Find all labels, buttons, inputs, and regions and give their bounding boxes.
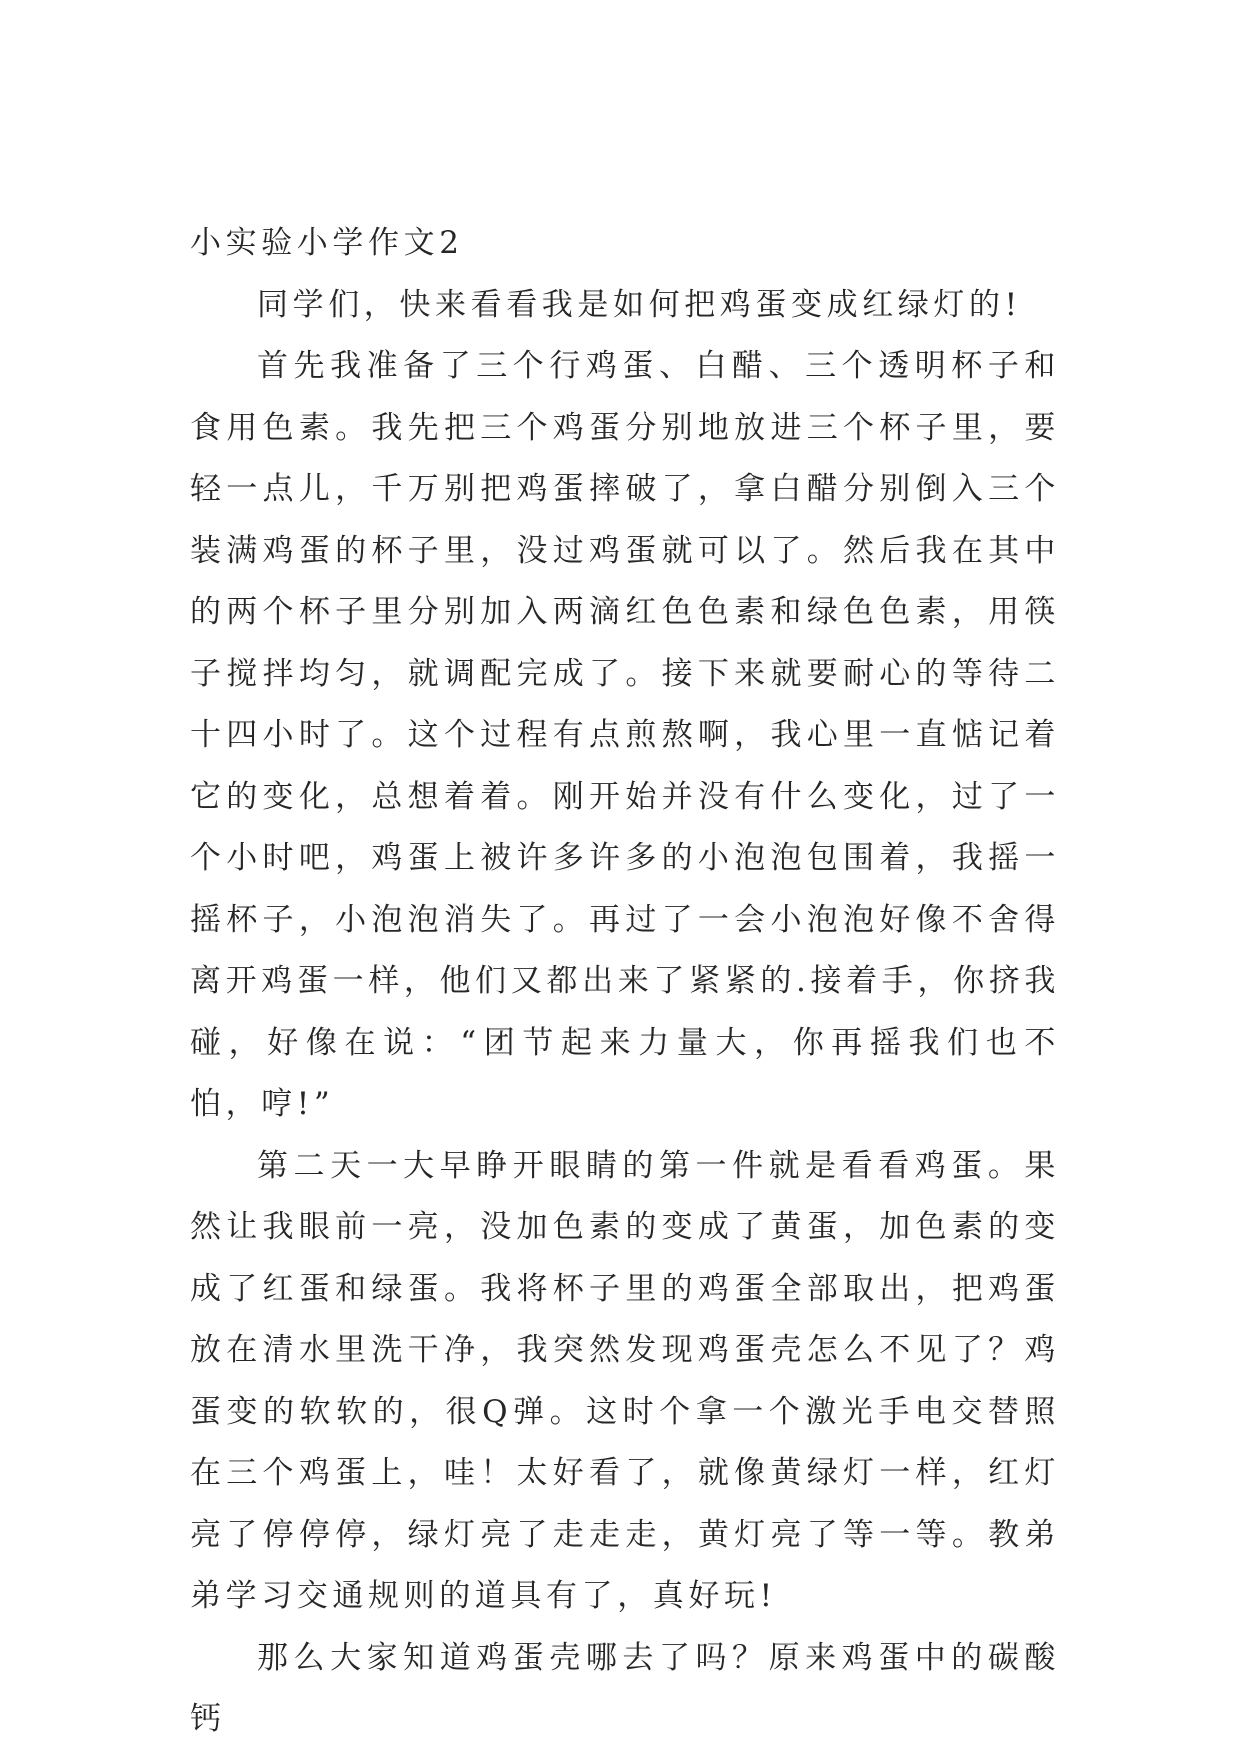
paragraph-next-day: 第二天一大早睁开眼睛的第一件就是看看鸡蛋。果然让我眼前一亮，没加色素的变成了黄蛋，加色素的变成了红蛋和绿蛋。我将杯子里的鸡蛋全部取出，把鸡蛋放在清水里洗干净，我突然发现鸡蛋壳怎么不见了？鸡蛋变的软软的，很Q弹。这时个拿一个激光手电交替照在三个鸡蛋上，哇！太好看了，就像黄绿灯一样，红灯亮了停停停，绿灯亮了走走走，黄灯亮了等一等。教弟弟学习交通规则的道具有了，真好玩! — [190, 1147, 1060, 1614]
paragraph-intro: 同学们，快来看看我是如何把鸡蛋变成红绿灯的! — [257, 286, 1022, 323]
document-body — [190, 213, 1060, 1751]
document-title: 小实验小学作文2 — [190, 225, 464, 261]
paragraph-preparation: 首先我准备了三个行鸡蛋、白醋、三个透明杯子和食用色素。我先把三个鸡蛋分别地放进三个杯子里，要轻一点儿，千万别把鸡蛋摔破了，拿白醋分别倒入三个装满鸡蛋的杯子里，没过鸡蛋就可以了。然后我在其中的两个杯子里分别加入两滴红色色素和绿色色素，用筷子搅拌均匀，就调配完成了。接下来就要耐心的等待二十四小时了。这个过程有点煎熬啊，我心里一直惦记着它的变化，总想着着。刚开始并没有什么变化，过了一个小时吧，鸡蛋上被许多许多的小泡泡包围着，我摇一摇杯子，小泡泡消失了。再过了一会小泡泡好像不舍得离开鸡蛋一样，他们又都出来了紧紧的.接着手，你挤我碰，好像在说：“团节起来力量大，你再摇我们也不怕，哼!” — [190, 348, 1060, 1122]
paragraph-explanation: 那么大家知道鸡蛋壳哪去了吗？原来鸡蛋中的碳酸钙 — [190, 1639, 1060, 1737]
